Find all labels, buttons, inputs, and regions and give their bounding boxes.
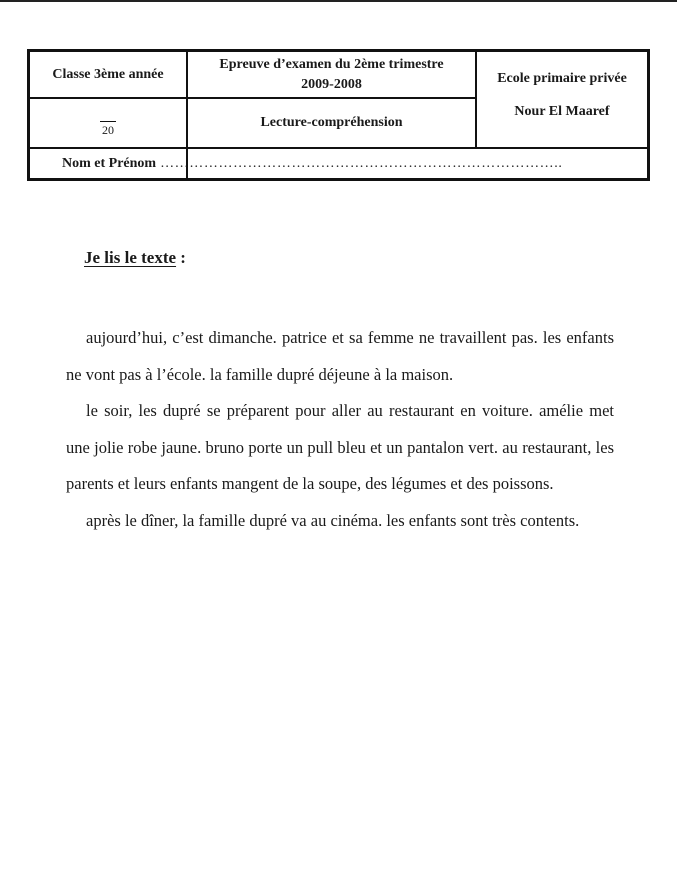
section-heading-colon: : xyxy=(176,248,186,267)
class-label: Classe 3ème année xyxy=(52,66,164,82)
school-name: Nour El Maaref xyxy=(514,104,610,119)
exam-title xyxy=(188,52,475,97)
score-total: 20 xyxy=(102,123,114,137)
exam-year: 2009-2008 xyxy=(301,76,362,92)
name-field xyxy=(30,149,647,178)
section-heading xyxy=(84,248,186,268)
top-rule xyxy=(0,0,677,2)
school-type: Ecole primaire privée xyxy=(497,70,627,86)
section-heading-text: Je lis le texte xyxy=(84,248,177,267)
reading-text xyxy=(66,320,614,539)
paragraph-2: le soir, les dupré se préparent pour aller au restaurant en voiture. amélie met une jolie robe jaune. bruno porte un pull bleu et un pantalon vert. au restaurant, les parents et leurs enfants mangent de la soupe, des légumes et des poissons. xyxy=(66,401,614,493)
score-cell xyxy=(30,99,186,147)
exam-header-table xyxy=(27,49,650,181)
paragraph-3: après le dîner, la famille dupré va au cinéma. les enfants sont très contents. xyxy=(86,510,580,530)
subject-label: Lecture-compréhension xyxy=(260,115,403,130)
exam-title-line1: Epreuve d’examen du 2ème trimestre xyxy=(219,56,444,72)
name-label: Nom et Prénom xyxy=(62,155,157,171)
paragraph-1: aujourd’hui, c’est dimanche. patrice et sa femme ne travaillent pas. les enfants ne vont pas à l’école. la famille dupré déjeune à la maison. xyxy=(66,328,614,384)
name-dotted-line: ……………………………………………………………………….. xyxy=(160,155,563,171)
